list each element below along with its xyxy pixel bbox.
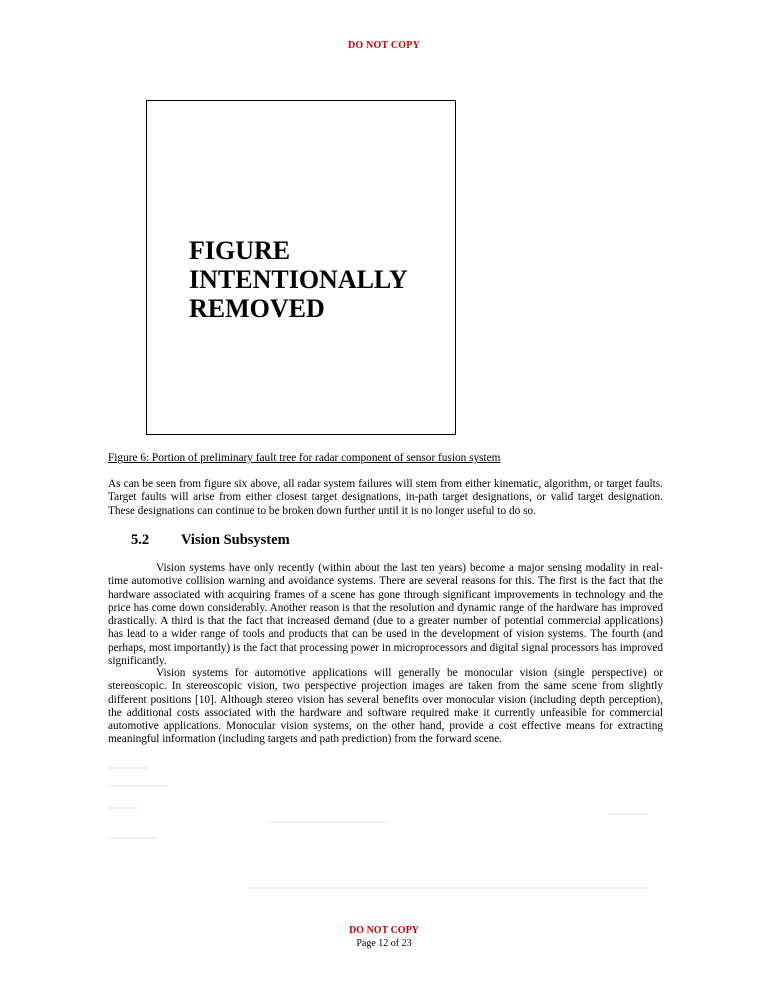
figure-placeholder-box (146, 100, 456, 435)
faint-line (108, 785, 168, 787)
body-paragraph-3: Vision systems for automotive applications will generally be monocular vision (single perspective) or stereoscopic. In stereoscopic vision, two perspective projection images are taken from the same scene from slightly different positions [10]. Although stereo vision has several benefits over monocular vision (including depth perception), the additional costs associated with the hardware and software required make it currently unfeasible for commercial automotive applications. Monocular vision systems, on the other hand, provide a cost effective means for extracting meaningful information (including targets and path prediction) from the forward scene. (108, 667, 663, 746)
faint-line (108, 837, 158, 839)
page-number: Page 12 of 23 (356, 938, 412, 949)
faint-line (248, 887, 648, 889)
figure-removed-text: FIGURE INTENTIONALLY REMOVED (189, 236, 408, 323)
faint-line (108, 767, 148, 769)
section-number: 5.2 (131, 532, 150, 548)
faint-line (268, 821, 388, 823)
figure-caption: Figure 6: Portion of preliminary fault tree for radar component of sensor fusion system (108, 452, 501, 464)
section-heading (131, 531, 290, 549)
faint-bleed-through-text (108, 765, 663, 895)
footer-watermark: DO NOT COPY (349, 925, 419, 936)
faint-line (108, 807, 138, 809)
body-paragraph-2: Vision systems have only recently (within about the last ten years) become a major sensing modality in real-time automotive collision warning and avoidance systems. There are several reasons for this. The first is the fact that the hardware associated with acquiring frames of a scene has gone through significant improvements in technology and the price has come down considerably. Another reason is that the resolution and dynamic range of the hardware has improved drastically. A third is that the fact that increased demand (due to a greater number of potential commercial applications) has lead to a wider range of tools and products that can be used in the development of vision systems. The fourth (and perhaps, most importantly) is the fact that processing power in microprocessors and digital signal processors has improved significantly. (108, 562, 663, 668)
header-watermark: DO NOT COPY (347, 40, 421, 51)
body-paragraph-1: As can be seen from figure six above, all radar system failures will stem from either kinematic, algorithm, or target faults. Target faults will arise from either closest target designations, in-path target designations, or valid target designation. These designations can continue to be broken down further until it is no longer useful to do so. (108, 478, 663, 517)
section-title: Vision Subsystem (181, 532, 290, 548)
faint-line (608, 813, 648, 815)
